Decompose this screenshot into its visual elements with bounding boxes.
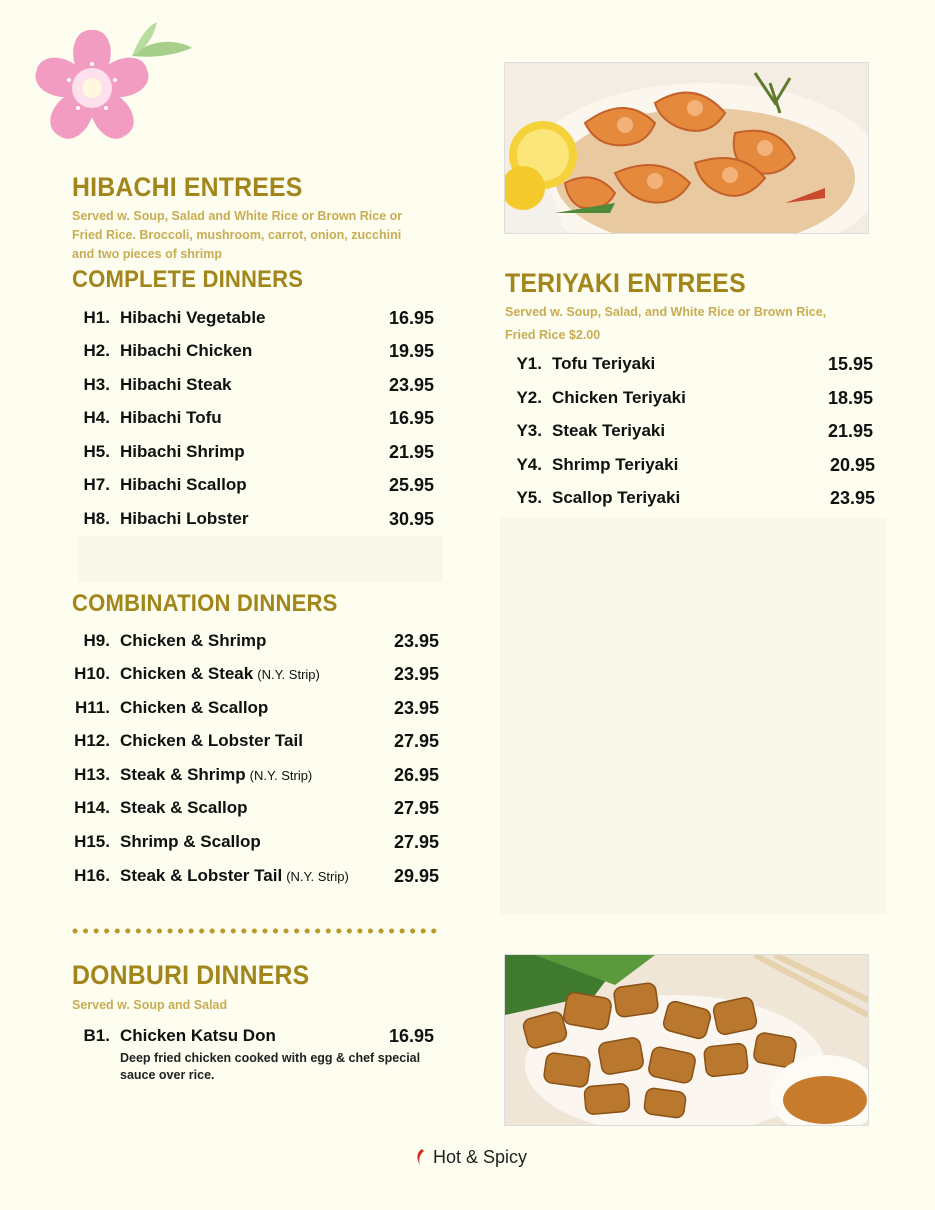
item-note: (N.Y. Strip) [257, 667, 320, 682]
item-code: H13. [74, 765, 110, 784]
item-code: H2. [83, 341, 110, 360]
hibachi-description-line-2: Fried Rice. Broccoli, mushroom, carrot, onion, zucchini [72, 228, 402, 242]
menu-item [0, 509, 450, 533]
item-price: 21.95 [389, 442, 435, 462]
item-name: Steak & Lobster Tail [120, 866, 283, 885]
item-price: 27.95 [394, 798, 440, 818]
cherry-blossom-icon [22, 16, 197, 156]
menu-item [0, 664, 450, 688]
item-name: Chicken Teriyaki [552, 388, 686, 407]
item-name: Scallop Teriyaki [552, 488, 681, 507]
complete-dinners-subtitle: COMPLETE DINNERS [72, 266, 304, 293]
blank-panel [78, 536, 443, 582]
chicken-dish-photo [504, 954, 869, 1126]
item-code: H5. [83, 442, 110, 461]
menu-item [0, 866, 450, 890]
item-code: Y2. [516, 388, 542, 407]
item-price: 27.95 [394, 832, 440, 852]
menu-item [0, 798, 450, 822]
item-name: Steak & Scallop [120, 798, 248, 817]
blank-panel [500, 518, 886, 914]
menu-item [0, 388, 890, 412]
item-code: H10. [74, 664, 110, 683]
item-code: H3. [83, 375, 110, 394]
item-price: 27.95 [394, 731, 440, 751]
item-note: (N.Y. Strip) [286, 869, 349, 884]
item-name: Steak & Shrimp [120, 765, 246, 784]
menu-item [0, 698, 450, 722]
item-price: 23.95 [394, 631, 440, 651]
item-price: 20.95 [830, 455, 876, 475]
item-price: 25.95 [389, 475, 435, 495]
menu-item [0, 421, 890, 445]
item-price: 29.95 [394, 866, 440, 886]
item-code: B1. [83, 1026, 110, 1045]
dotted-divider [72, 926, 442, 936]
item-price: 16.95 [389, 1026, 435, 1046]
item-name: Shrimp & Scallop [120, 832, 261, 851]
item-name: Hibachi Vegetable [120, 308, 266, 327]
teriyaki-description-line-2: Fried Rice $2.00 [505, 328, 601, 342]
item-price: 23.95 [394, 698, 440, 718]
teriyaki-description-line-1: Served w. Soup, Salad, and White Rice or Brown Rice, [505, 305, 827, 319]
menu-item [0, 488, 890, 512]
item-price: 16.95 [389, 408, 435, 428]
shrimp-dish-photo [504, 62, 869, 234]
item-price: 18.95 [828, 388, 874, 408]
item-name: Chicken Katsu Don [120, 1026, 276, 1045]
donburi-title: DONBURI DINNERS [72, 960, 310, 990]
item-name: Chicken & Scallop [120, 698, 269, 717]
item-name: Chicken & Shrimp [120, 631, 267, 650]
item-price: 23.95 [394, 664, 440, 684]
item-name: Steak Teriyaki [552, 421, 666, 440]
menu-item [0, 765, 450, 789]
item-code: H9. [83, 631, 110, 650]
item-price: 21.95 [828, 421, 874, 441]
item-price: 30.95 [389, 509, 435, 529]
item-price: 23.95 [830, 488, 876, 508]
item-code: H8. [83, 509, 110, 528]
item-code: H4. [83, 408, 110, 427]
menu-item [0, 631, 450, 655]
item-code: H11. [75, 698, 110, 717]
item-detail-line-1: Deep fried chicken cooked with egg & chef special [120, 1051, 421, 1065]
item-price: 26.95 [394, 765, 440, 785]
hibachi-description-line-3: and two pieces of shrimp [72, 247, 223, 261]
menu-item [0, 354, 890, 378]
menu-item [0, 1026, 450, 1050]
menu-item [0, 731, 450, 755]
legend-label: Hot & Spicy [433, 1147, 528, 1167]
hibachi-title: HIBACHI ENTREES [72, 172, 303, 202]
hibachi-description-line-1: Served w. Soup, Salad and White Rice or Brown Rice or [72, 209, 403, 223]
item-price: 19.95 [389, 341, 435, 361]
chili-pepper-icon [415, 1148, 425, 1166]
item-code: H12. [74, 731, 110, 750]
item-name: Chicken & Steak [120, 664, 254, 683]
combination-title: COMBINATION DINNERS [72, 590, 338, 617]
item-code: Y3. [516, 421, 542, 440]
item-code: H15. [74, 832, 110, 851]
item-code: H16. [74, 866, 110, 885]
item-detail-line-2: sauce over rice. [120, 1068, 215, 1082]
item-code: H7. [83, 475, 110, 494]
menu-item [0, 832, 450, 856]
menu-item [0, 308, 450, 332]
item-code: H1. [83, 308, 110, 327]
item-price: 15.95 [828, 354, 874, 374]
item-code: Y1. [516, 354, 542, 373]
item-note: (N.Y. Strip) [249, 768, 313, 783]
item-code: H14. [74, 798, 110, 817]
teriyaki-title: TERIYAKI ENTREES [505, 268, 746, 298]
item-name: Hibachi Chicken [120, 341, 253, 360]
donburi-description: Served w. Soup and Salad [72, 998, 228, 1012]
item-price: 16.95 [389, 308, 435, 328]
menu-item [0, 455, 890, 479]
item-code: Y5. [516, 488, 542, 507]
item-price: 23.95 [389, 375, 435, 395]
item-code: Y4. [516, 455, 542, 474]
item-name: Tofu Teriyaki [552, 354, 656, 373]
item-name: Shrimp Teriyaki [552, 455, 679, 474]
item-name: Hibachi Scallop [120, 475, 247, 494]
item-name: Chicken & Lobster Tail [120, 731, 303, 750]
item-name: Hibachi Tofu [120, 408, 222, 427]
item-name: Hibachi Shrimp [120, 442, 245, 461]
item-name: Hibachi Steak [120, 375, 232, 394]
item-name: Hibachi Lobster [120, 509, 249, 528]
